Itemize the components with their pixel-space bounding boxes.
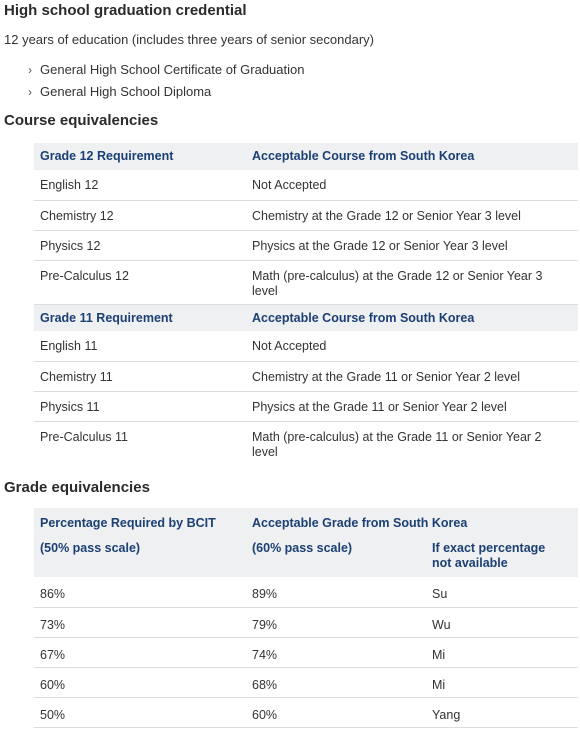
table-row: [34, 230, 578, 260]
credential-title: High school graduation credential: [4, 2, 247, 19]
table-row: [34, 200, 578, 230]
table-cell: 50%: [34, 697, 252, 727]
table-header-row: [34, 143, 578, 170]
table-cell: Physics at the Grade 11 or Senior Year 2 level: [252, 391, 578, 421]
table-cell: Not Accepted: [252, 170, 578, 200]
table-cell: 60%: [252, 697, 432, 727]
table-cell: 86%: [34, 577, 252, 607]
table-cell: Pre-Calculus 11: [40, 429, 129, 444]
grade-equivalencies-table: [34, 508, 578, 728]
table-cell: 68%: [252, 667, 432, 697]
table-row: [34, 667, 578, 697]
table-subheader-row: [34, 533, 578, 577]
column-subheader: (50% pass scale): [34, 533, 252, 577]
table-cell: Chemistry at the Grade 11 or Senior Year 2 level: [252, 361, 578, 391]
table-cell: English 11: [34, 331, 252, 361]
table-cell: Physics 12: [34, 230, 252, 260]
table-cell: Mi: [432, 667, 578, 697]
chevron-right-icon: ›: [28, 85, 32, 99]
list-item-label: General High School Certificate of Graduation: [40, 62, 305, 77]
list-item: [28, 84, 211, 99]
table-row: [34, 697, 578, 727]
table-cell: 79%: [252, 607, 432, 637]
column-header: Grade 11 Requirement: [34, 304, 252, 331]
table-row: [34, 421, 578, 465]
table-cell: Physics 11: [34, 391, 252, 421]
course-equivalencies-table: [34, 143, 578, 465]
table-cell: 89%: [252, 577, 432, 607]
table-cell: Math (pre-calculus) at the Grade 12 or Senior Year 3 level: [252, 260, 578, 304]
table-row: [34, 607, 578, 637]
table-cell: Chemistry 12: [34, 200, 252, 230]
column-subheader: (60% pass scale): [252, 533, 432, 577]
column-header: Grade 12 Requirement: [34, 143, 252, 170]
chevron-right-icon: ›: [28, 63, 32, 77]
table-row: [34, 391, 578, 421]
table-row: [34, 170, 578, 200]
table-cell: Not Accepted: [252, 331, 578, 361]
table-cell: 74%: [252, 637, 432, 667]
table-row: [34, 577, 578, 607]
table-cell: Physics at the Grade 12 or Senior Year 3 level: [252, 230, 578, 260]
table-cell: 67%: [34, 637, 252, 667]
column-subheader: If exact percentage not available: [432, 533, 578, 577]
grade-equivalencies-heading: Grade equivalencies: [4, 479, 150, 496]
table-cell: 60%: [34, 667, 252, 697]
table-row: [34, 260, 578, 304]
table-cell: Chemistry at the Grade 12 or Senior Year 3 level: [252, 200, 578, 230]
table-cell: Pre-Calculus 12: [34, 260, 252, 304]
table-cell: English 12: [34, 170, 252, 200]
table-cell: Yang: [432, 697, 578, 727]
column-header: Acceptable Grade from South Korea: [252, 508, 578, 533]
course-equivalencies-heading: Course equivalencies: [4, 112, 159, 129]
column-header: Percentage Required by BCIT: [34, 508, 252, 533]
table-row: [34, 361, 578, 391]
table-cell: 73%: [34, 607, 252, 637]
table-header-row: [34, 304, 578, 331]
table-row: [34, 331, 578, 361]
column-header: Acceptable Course from South Korea: [252, 304, 578, 331]
column-header: Acceptable Course from South Korea: [252, 143, 578, 170]
table-row: [34, 637, 578, 667]
table-cell: Su: [432, 577, 578, 607]
list-item: [28, 62, 304, 77]
credential-description: 12 years of education (includes three years of senior secondary): [4, 32, 374, 47]
table-cell: Mi: [432, 637, 578, 667]
table-cell: Wu: [432, 607, 578, 637]
list-item-label: General High School Diploma: [40, 84, 212, 99]
table-header-row: [34, 508, 578, 533]
table-cell: Math (pre-calculus) at the Grade 11 or Senior Year 2 level: [252, 429, 542, 459]
table-cell: Chemistry 11: [34, 361, 252, 391]
